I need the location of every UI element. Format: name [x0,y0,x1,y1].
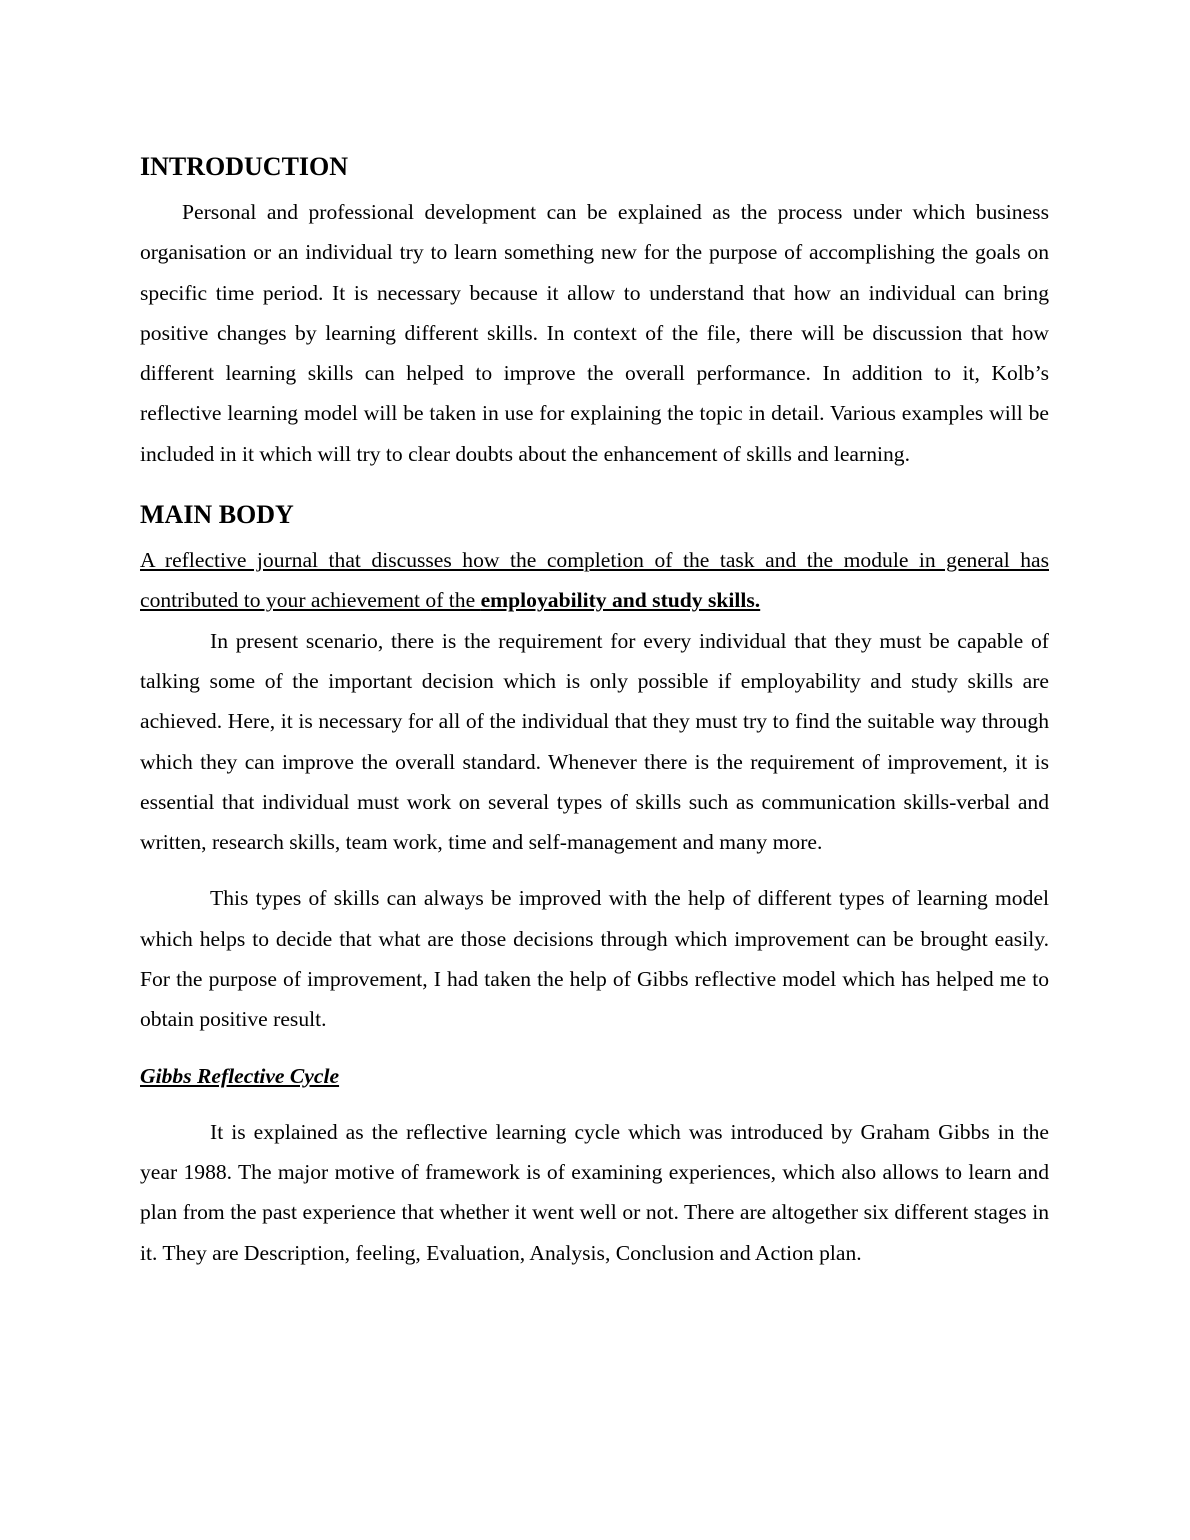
task-statement [140,540,1049,621]
gibbs-paragraph: It is explained as the reflective learning cycle which was introduced by Graham Gibbs in the year 1988. The major motive of framework is of examining experiences, which also allows to learn and plan from the past experience that whether it went well or not. There are altogether six different stages in it. They are Description, feeling, Evaluation, Analysis, Conclusion and Action plan. [140,1119,1049,1265]
main-body-paragraph-1: In present scenario, there is the requirement for every individual that they must be capable of talking some of the important decision which is only possible if employability and study skills are achieved. Here, it is necessary for all of the individual that they must try to find the suitable way through which they can improve the overall standard. Whenever there is the requirement of improvement, it is essential that individual must work on several types of skills such as communication skills-verbal and written, research skills, team work, time and self-management and many more. [140,628,1049,855]
gibbs-heading: Gibbs Reflective Cycle [140,1063,340,1088]
task-statement-bold: employability and study skills. [480,588,761,613]
intro-paragraph: Personal and professional development can be explained as the process under which business organisation or an individual try to learn something new for the purpose of accomplishing the goals on specific time period. It is necessary because it allow to understand that how an individual can bring positive changes by learning different skills. In context of the file, there will be discussion that how different learning skills can helped to improve the overall performance. In addition to it, Kolb’s reflective learning model will be taken in use for explaining the topic in detail. Various examples will be included in it which will try to clear doubts about the enhancement of skills and learning. [140,200,1049,466]
main-body-heading: MAIN BODY [140,500,294,530]
document-page [140,148,1049,1273]
main-body-paragraph-2: This types of skills can always be improved with the help of different types of learning model which helps to decide that what are those decisions through which improvement can be brought easily. For the purpose of improvement, I had taken the help of Gibbs reflective model which has helped me to obtain positive result. [140,886,1049,1032]
task-statement-text: A reflective journal that discusses how the completion of the task and the module in general has contributed to your achievement of the [140,548,1049,613]
intro-heading: INTRODUCTION [140,152,349,181]
